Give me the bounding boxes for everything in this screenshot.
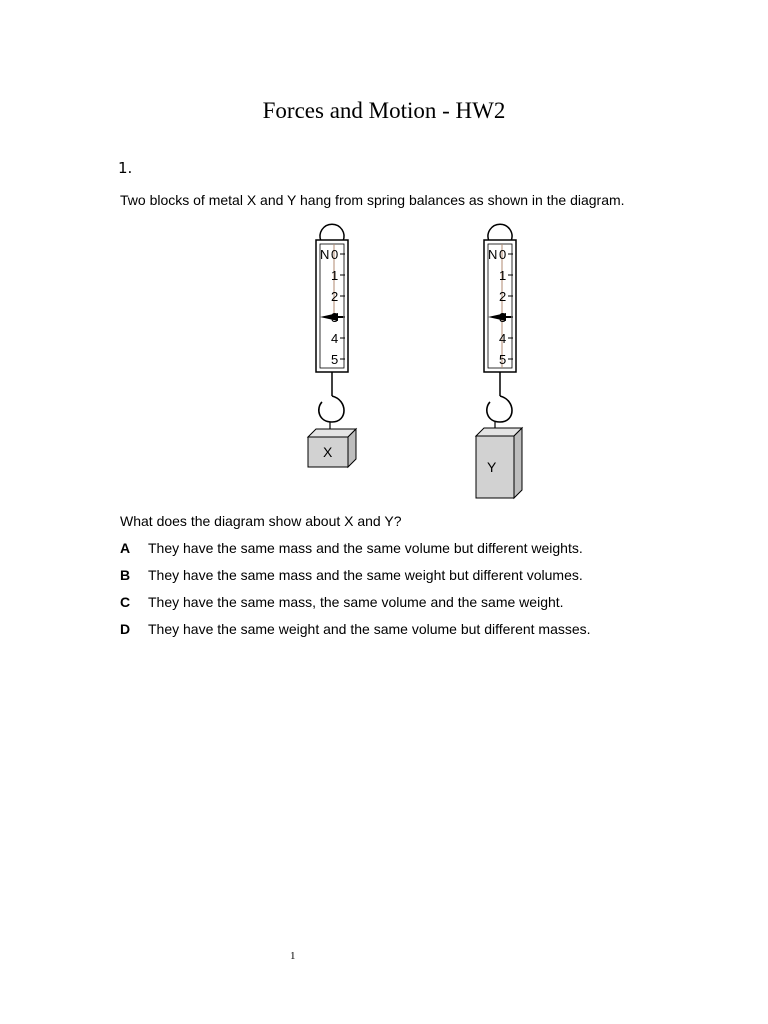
block-x bbox=[308, 429, 356, 467]
tick-label: 0 bbox=[331, 247, 339, 262]
question-stem: Two blocks of metal X and Y hang from spring balances as shown in the diagram. bbox=[120, 192, 625, 208]
option-d bbox=[120, 621, 591, 648]
page-title: Forces and Motion - HW2 bbox=[262, 98, 506, 123]
tick-label: 1 bbox=[499, 268, 507, 283]
tick-label: 5 bbox=[499, 352, 507, 367]
tick-label: 2 bbox=[331, 289, 339, 304]
page-number: 1 bbox=[290, 950, 296, 962]
option-letter: D bbox=[120, 621, 131, 637]
hook-icon bbox=[487, 396, 512, 422]
tick-label: 1 bbox=[331, 268, 339, 283]
scale-unit-label: N bbox=[320, 247, 330, 262]
block-y-label: Y bbox=[487, 459, 497, 475]
block-y bbox=[476, 428, 522, 498]
tick-label: 5 bbox=[331, 352, 339, 367]
option-text: They have the same weight and the same volume but different masses. bbox=[148, 621, 591, 637]
tick-label: 4 bbox=[331, 331, 339, 346]
option-text: They have the same mass, the same volume and the same weight. bbox=[148, 594, 564, 610]
spring-balance-x bbox=[308, 224, 356, 467]
option-letter: A bbox=[120, 540, 131, 556]
spring-balance-y bbox=[476, 224, 522, 498]
option-b bbox=[120, 567, 591, 594]
spring-balance-diagram bbox=[290, 220, 550, 502]
hook-icon bbox=[319, 396, 344, 422]
question-text: What does the diagram show about X and Y? bbox=[120, 513, 402, 529]
answer-options bbox=[120, 540, 591, 648]
option-a bbox=[120, 540, 591, 567]
question-number: 1. bbox=[118, 159, 133, 177]
option-c bbox=[120, 594, 591, 621]
option-text: They have the same mass and the same volume but different weights. bbox=[148, 540, 583, 556]
option-letter: C bbox=[120, 594, 131, 610]
tick-label: 2 bbox=[499, 289, 507, 304]
scale-unit-label: N bbox=[488, 247, 498, 262]
block-x-label: X bbox=[323, 444, 333, 460]
option-text: They have the same mass and the same weight but different volumes. bbox=[148, 567, 583, 583]
tick-label: 4 bbox=[499, 331, 507, 346]
option-letter: B bbox=[120, 567, 131, 583]
tick-label: 0 bbox=[499, 247, 507, 262]
